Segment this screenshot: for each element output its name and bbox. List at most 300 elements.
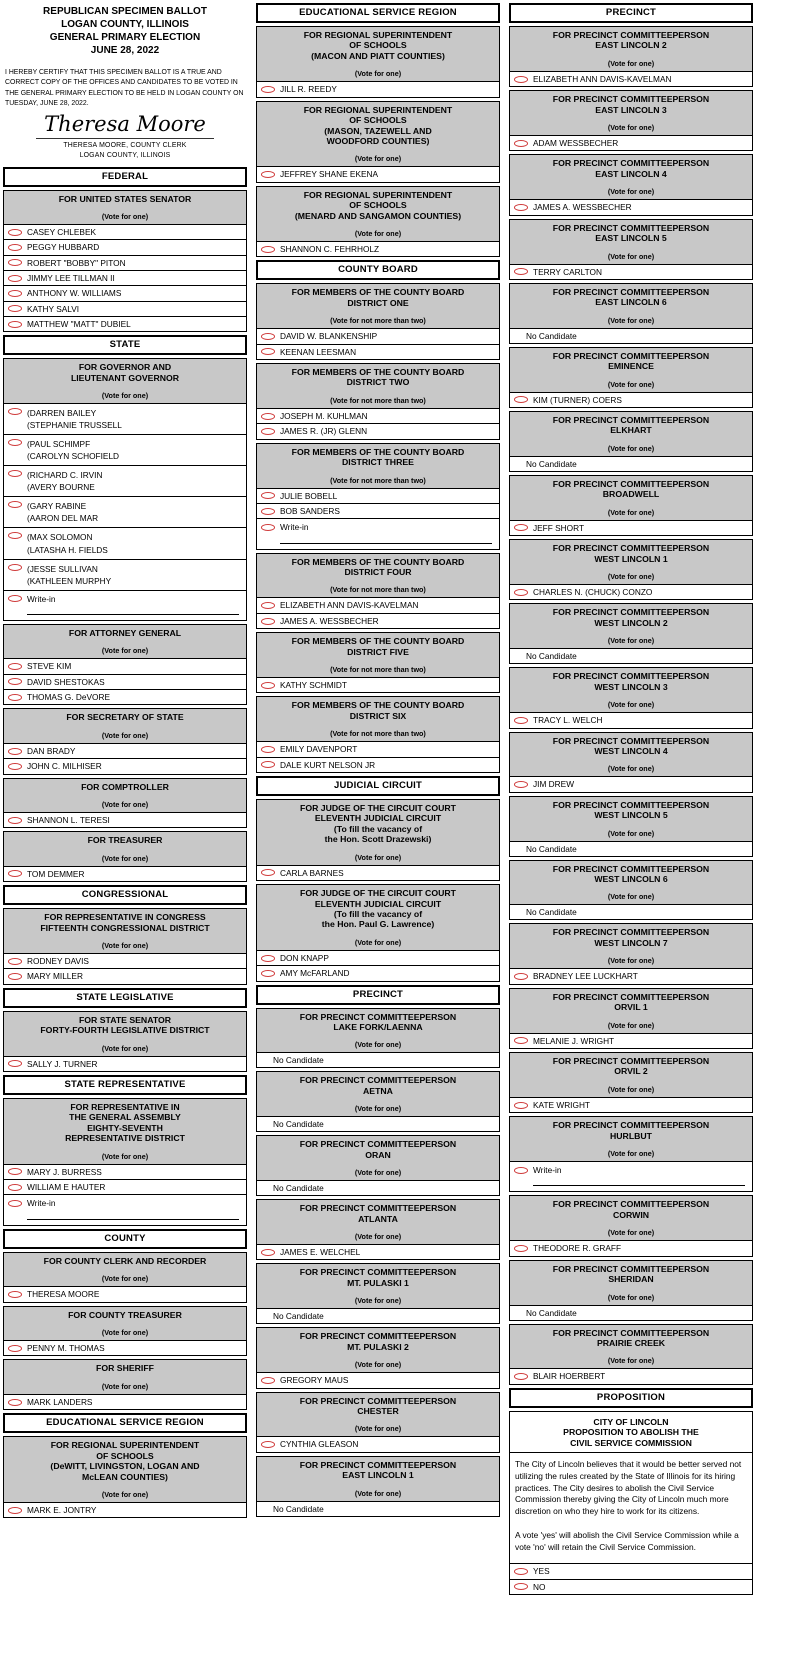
vote-instruction: (Vote for one) [354, 1488, 402, 1498]
contest-title-line: FOR PRECINCT COMMITTEEPERSON [552, 478, 710, 489]
vote-oval[interactable] [8, 1399, 22, 1406]
candidate-row [4, 1165, 246, 1180]
contest-header [510, 155, 752, 200]
contest-title-line: EAST LINCOLN 1 [342, 1470, 414, 1481]
options-list [4, 404, 246, 620]
vote-oval[interactable] [261, 682, 275, 689]
ballot-column-2 [256, 3, 500, 1520]
options-list [257, 409, 499, 439]
contest-title-line: FOR COUNTY CLERK AND RECORDER [43, 1255, 207, 1266]
vote-oval[interactable] [8, 275, 22, 282]
vote-instruction: (Vote for one) [607, 636, 655, 646]
candidate-row [4, 1503, 246, 1517]
contest-title-line: EAST LINCOLN 6 [595, 297, 667, 308]
options-list [257, 598, 499, 628]
candidate-row [257, 866, 499, 880]
contest-title-line: ELEVENTH JUDICIAL CIRCUIT [314, 813, 442, 824]
candidate-name: NO [533, 1581, 546, 1592]
section-header [3, 988, 247, 1008]
vote-oval[interactable] [8, 229, 22, 236]
vote-oval[interactable] [261, 618, 275, 625]
candidate-pair-row [4, 435, 246, 466]
write-in-line[interactable] [280, 543, 492, 544]
options-list [257, 82, 499, 96]
certification-text: I HEREBY CERTIFY THAT THIS SPECIMEN BALLOT IS A TRUE AND CORRECT COPY OF THE OFFICES AND CANDIDATES TO BE VOTED IN THE GENERAL PRIMARY ELECTION TO BE HELD IN LOGAN COUNTY ON TUESDAY, JUNE 28, 2022. [5, 69, 244, 108]
vote-instruction: (Vote for one) [101, 1489, 149, 1499]
candidate-name: THERESA MOORE [27, 1289, 100, 1300]
vote-oval[interactable] [514, 396, 528, 403]
contest [509, 1260, 753, 1321]
contest-header [510, 220, 752, 265]
vote-oval[interactable] [261, 413, 275, 420]
contest-title-line: DISTRICT FIVE [347, 646, 409, 657]
vote-oval[interactable] [8, 501, 22, 508]
candidate-name: PEGGY HUBBARD [27, 242, 100, 253]
candidate-row [510, 265, 752, 279]
vote-oval[interactable] [8, 817, 22, 824]
options-list [257, 678, 499, 692]
vote-oval[interactable] [261, 955, 275, 962]
no-candidate-label: No Candidate [273, 1183, 324, 1194]
contest-header [510, 797, 752, 842]
contest [3, 358, 247, 620]
vote-oval[interactable] [514, 524, 528, 531]
no-candidate-label: No Candidate [526, 907, 577, 918]
write-in-line[interactable] [27, 614, 239, 615]
contest-title-line: FOR PRECINCT COMMITTEEPERSON [299, 1331, 457, 1342]
vote-oval[interactable] [8, 1507, 22, 1514]
vote-oval[interactable] [8, 694, 22, 701]
contest [256, 186, 500, 258]
vote-oval[interactable] [8, 663, 22, 670]
vote-instruction: (Vote for one) [607, 123, 655, 133]
contest [509, 411, 753, 472]
vote-oval[interactable] [261, 492, 275, 499]
vote-oval[interactable] [261, 869, 275, 876]
section-title: JUDICIAL CIRCUIT [334, 780, 422, 792]
options-list [257, 1502, 499, 1516]
vote-oval[interactable] [514, 268, 528, 275]
contest-header [510, 284, 752, 329]
contest-title-line: FOR MEMBERS OF THE COUNTY BOARD [291, 700, 465, 711]
vote-instruction: (Vote for one) [607, 828, 655, 838]
candidate-row [4, 690, 246, 704]
contest [509, 732, 753, 793]
contest [509, 539, 753, 600]
contest-title-line: FORTY-FOURTH LEGISLATIVE DISTRICT [40, 1025, 210, 1036]
contest-title-line: SHERIDAN [608, 1274, 654, 1285]
vote-oval[interactable] [8, 870, 22, 877]
vote-oval[interactable] [8, 1291, 22, 1298]
contest-header [4, 1307, 246, 1341]
contest-title-line: DISTRICT THREE [342, 457, 414, 468]
contest-header [257, 1393, 499, 1438]
vote-instruction: (Vote for one) [101, 1328, 149, 1338]
candidate-row [510, 200, 752, 214]
no-candidate-row [257, 1053, 499, 1067]
candidate-name: KATHY SALVI [27, 303, 80, 314]
contest-title-line: ORAN [365, 1149, 391, 1160]
vote-instruction: (Vote for one) [101, 800, 149, 810]
contest-title-line: ELKHART [610, 425, 652, 436]
vote-instruction: (Vote for one) [101, 211, 149, 221]
contest-title-line: FOR PRECINCT COMMITTEEPERSON [299, 1459, 457, 1470]
contest-header [257, 885, 499, 951]
candidate-name: (AVERY BOURNE [27, 482, 95, 493]
candidate-name: MARK E. JONTRY [27, 1504, 97, 1515]
candidate-name: BRADNEY LEE LUCKHART [533, 971, 638, 982]
write-in-label: Write-in [27, 593, 56, 604]
candidate-name: JULIE BOBELL [280, 490, 338, 501]
vote-oval[interactable] [261, 86, 275, 93]
vote-instruction: (Vote for one) [607, 1356, 655, 1366]
write-in-option [8, 1198, 242, 1208]
section-title: FEDERAL [101, 170, 149, 182]
contest-title-line: FOR MEMBERS OF THE COUNTY BOARD [291, 367, 465, 378]
vote-oval[interactable] [8, 748, 22, 755]
contest-title-line: BROADWELL [602, 489, 660, 500]
vote-oval[interactable] [261, 1377, 275, 1384]
contest-title-line: FOR PRECINCT COMMITTEEPERSON [552, 799, 710, 810]
contest-title-line: FOR PRECINCT COMMITTEEPERSON [552, 1327, 710, 1338]
signature-underline [36, 113, 214, 138]
contest-header [510, 1325, 752, 1370]
contest-title-line: DISTRICT ONE [347, 297, 409, 308]
section-title: CONGRESSIONAL [81, 889, 169, 901]
candidate-name: ELIZABETH ANN DAVIS-KAVELMAN [533, 73, 672, 84]
contest-title-line: FOR PRECINCT COMMITTEEPERSON [299, 1075, 457, 1086]
contest-title-line: FOR PRECINCT COMMITTEEPERSON [552, 927, 710, 938]
vote-instruction: (Vote for one) [101, 1274, 149, 1284]
options-list [510, 72, 752, 86]
contest-header [257, 1457, 499, 1502]
vote-instruction: (Vote for one) [607, 956, 655, 966]
write-in-row [510, 1162, 752, 1191]
contest-title-line: the Hon. Scott Drazewski) [324, 834, 432, 845]
candidate-name: (STEPHANIE TRUSSELL [27, 420, 122, 431]
vote-oval[interactable] [514, 1167, 528, 1174]
contest-header [4, 779, 246, 813]
contest-title-line: WEST LINCOLN 3 [594, 681, 668, 692]
contest-header [257, 444, 499, 489]
contest [3, 908, 247, 985]
contest-title-line: WEST LINCOLN 5 [594, 810, 668, 821]
candidate-row [257, 742, 499, 757]
candidate-name: (GARY RABINE [27, 501, 87, 512]
vote-oval[interactable] [261, 1441, 275, 1448]
candidate-name: KATHY SCHMIDT [280, 680, 347, 691]
candidate-row [4, 759, 246, 773]
vote-oval[interactable] [8, 1200, 22, 1207]
vote-oval[interactable] [8, 259, 22, 266]
candidate-row [510, 1034, 752, 1048]
contest-title-line: FOR REPRESENTATIVE IN CONGRESS [44, 912, 206, 923]
options-list [257, 1245, 499, 1259]
contest-header [510, 1261, 752, 1306]
write-in-line[interactable] [27, 1219, 239, 1220]
candidate-row [257, 614, 499, 628]
contest-title-line: OF SCHOOLS [96, 1450, 154, 1461]
vote-oval[interactable] [8, 564, 22, 571]
candidate-name: KEENAN LEESMAN [280, 346, 357, 357]
candidate-name: CHARLES N. (CHUCK) CONZO [533, 587, 653, 598]
write-in-option [514, 1165, 748, 1175]
vote-oval[interactable] [514, 1245, 528, 1252]
contest [3, 1098, 247, 1226]
vote-instruction: (Vote for one) [354, 1040, 402, 1050]
options-list [257, 242, 499, 256]
contest [509, 1324, 753, 1385]
vote-oval[interactable] [8, 290, 22, 297]
no-candidate-label: No Candidate [273, 1119, 324, 1130]
contest [256, 283, 500, 360]
options-list [510, 200, 752, 214]
contest [256, 884, 500, 981]
candidate-name: JIM DREW [533, 779, 575, 790]
contest-title-line: LAKE FORK/LAENNA [333, 1022, 423, 1033]
options-list [510, 1306, 752, 1320]
no-candidate-label: No Candidate [526, 458, 577, 469]
vote-oval[interactable] [514, 589, 528, 596]
vote-oval[interactable] [514, 1583, 528, 1590]
vote-oval[interactable] [261, 508, 275, 515]
contest-title-line: FOR GOVERNOR AND [78, 362, 172, 373]
vote-oval[interactable] [8, 595, 22, 602]
vote-oval[interactable] [8, 470, 22, 477]
contest-title-line: FOR REPRESENTATIVE IN [70, 1102, 180, 1112]
vote-oval[interactable] [8, 1168, 22, 1175]
section-header [256, 3, 500, 23]
contest-title-line: FOR PRECINCT COMMITTEEPERSON [552, 863, 710, 874]
vote-oval[interactable] [261, 1249, 275, 1256]
write-in-line[interactable] [533, 1185, 745, 1186]
clerk-signature: Theresa Moore [44, 112, 206, 137]
contest [509, 347, 753, 408]
vote-oval[interactable] [261, 761, 275, 768]
candidate-row [257, 1245, 499, 1259]
candidate-row [257, 345, 499, 359]
section-header [509, 3, 753, 23]
candidate-row [4, 225, 246, 240]
section-title: EDUCATIONAL SERVICE REGION [299, 7, 457, 18]
options-list [510, 585, 752, 599]
candidate-row [4, 659, 246, 674]
candidate-row [4, 969, 246, 983]
contest-title-line: FOR PRECINCT COMMITTEEPERSON [552, 543, 710, 554]
vote-oval[interactable] [514, 973, 528, 980]
candidate-row [257, 167, 499, 181]
vote-instruction: (Vote for not more than two) [330, 475, 426, 485]
vote-oval[interactable] [514, 781, 528, 788]
contest-header [510, 540, 752, 585]
contest-title-line: EMINENCE [608, 361, 654, 372]
vote-oval[interactable] [8, 408, 22, 415]
contest-title-line: FOR MEMBERS OF THE COUNTY BOARD [291, 446, 465, 457]
vote-instruction: (Vote for one) [354, 1296, 402, 1306]
vote-oval[interactable] [514, 76, 528, 83]
contest-header [257, 554, 499, 599]
section-title: COUNTY [104, 1232, 146, 1244]
section-header [256, 985, 500, 1005]
contest [3, 1252, 247, 1303]
write-in-label: Write-in [280, 522, 309, 533]
vote-oval[interactable] [8, 1060, 22, 1067]
contest-title-line: FOR PRECINCT COMMITTEEPERSON [552, 1120, 710, 1131]
candidate-name: JAMES A. WESSBECHER [533, 202, 632, 213]
contest-header [510, 733, 752, 778]
no-candidate-label: No Candidate [526, 330, 577, 341]
vote-oval[interactable] [514, 140, 528, 147]
candidate-pair-names [27, 563, 111, 587]
contest [3, 1011, 247, 1072]
contest-header [510, 604, 752, 649]
contest-header [257, 800, 499, 866]
section-header [3, 167, 247, 187]
vote-oval[interactable] [514, 717, 528, 724]
vote-oval[interactable] [261, 970, 275, 977]
vote-oval[interactable] [261, 246, 275, 253]
options-list [257, 1373, 499, 1387]
contest-header [257, 1200, 499, 1245]
candidate-name: DALE KURT NELSON JR [280, 759, 376, 770]
contest-title-line: FOR PRECINCT COMMITTEEPERSON [299, 1011, 457, 1022]
contest [3, 1436, 247, 1518]
section-title: STATE [109, 339, 141, 351]
vote-oval[interactable] [261, 171, 275, 178]
contest-title-line: (MASON, TAZEWELL AND [324, 125, 432, 136]
options-list [510, 649, 752, 663]
candidate-row [510, 969, 752, 983]
contest [3, 1359, 247, 1410]
no-candidate-row [510, 1306, 752, 1320]
vote-oval[interactable] [8, 763, 22, 770]
options-list [510, 1241, 752, 1255]
contest-title-line: MT. PULASKI 2 [347, 1341, 409, 1352]
candidate-name: JOSEPH M. KUHLMAN [280, 410, 368, 421]
contest-title-line: FOR PRECINCT COMMITTEEPERSON [552, 30, 710, 40]
options-list [4, 867, 246, 881]
contest-title-line: WEST LINCOLN 4 [594, 745, 668, 756]
options-list [257, 1437, 499, 1451]
vote-oval[interactable] [514, 1568, 528, 1575]
no-candidate-label: No Candidate [273, 1311, 324, 1322]
contest-title-line: FOR PRECINCT COMMITTEEPERSON [552, 415, 710, 426]
proposition-header [510, 1412, 752, 1453]
candidate-name: MARY MILLER [27, 971, 83, 982]
options-list [257, 167, 499, 181]
contest-title-line: ORVIL 1 [614, 1002, 648, 1013]
vote-oval[interactable] [261, 602, 275, 609]
candidate-name: (RICHARD C. IRVIN [27, 470, 103, 481]
no-candidate-label: No Candidate [273, 1503, 324, 1514]
contest [256, 443, 500, 550]
no-candidate-row [510, 842, 752, 856]
vote-oval[interactable] [8, 321, 22, 328]
contest-title-line: FOR SECRETARY OF STATE [66, 712, 184, 723]
vote-oval[interactable] [514, 1037, 528, 1044]
options-list [510, 1098, 752, 1112]
vote-oval[interactable] [261, 524, 275, 531]
no-candidate-row [257, 1117, 499, 1131]
contest-header [510, 91, 752, 136]
candidate-row [510, 393, 752, 407]
contest-header [257, 1009, 499, 1054]
vote-oval[interactable] [514, 1102, 528, 1109]
contest-title-line: EAST LINCOLN 2 [595, 40, 667, 51]
candidate-name: STEVE KIM [27, 661, 72, 672]
options-list [510, 265, 752, 279]
vote-oval[interactable] [8, 958, 22, 965]
vote-instruction: (Vote for not more than two) [330, 585, 426, 595]
candidate-row [4, 271, 246, 286]
no-candidate-row [510, 649, 752, 663]
candidate-row [257, 424, 499, 438]
vote-oval[interactable] [261, 746, 275, 753]
vote-oval[interactable] [261, 348, 275, 355]
vote-oval[interactable] [8, 973, 22, 980]
contest-title-line: FOR PRECINCT COMMITTEEPERSON [552, 286, 710, 297]
candidate-row [4, 867, 246, 881]
options-list [257, 1117, 499, 1131]
section-header [509, 1388, 753, 1408]
candidate-name: JEFFREY SHANE EKENA [280, 169, 379, 180]
contest [256, 1071, 500, 1132]
vote-oval[interactable] [8, 244, 22, 251]
options-list [510, 393, 752, 407]
contest [3, 1306, 247, 1357]
vote-instruction: (Vote for one) [354, 1104, 402, 1114]
vote-oval[interactable] [8, 678, 22, 685]
contest-header [4, 909, 246, 954]
vote-instruction: (Vote for one) [607, 58, 655, 68]
candidate-row [257, 242, 499, 256]
vote-oval[interactable] [8, 532, 22, 539]
vote-oval[interactable] [8, 305, 22, 312]
contest-title-line: FOR MEMBERS OF THE COUNTY BOARD [291, 636, 465, 647]
vote-oval[interactable] [8, 1345, 22, 1352]
candidate-row [510, 1580, 752, 1594]
contest-title-line: (MACON AND PIATT COUNTIES) [311, 50, 445, 61]
options-list [4, 1341, 246, 1355]
contest-title-line: FOR REGIONAL SUPERINTENDENT [50, 1440, 200, 1451]
vote-oval[interactable] [261, 333, 275, 340]
options-list [510, 1369, 752, 1383]
section-title: PROPOSITION [596, 1391, 666, 1403]
contest-title-line: FOR COMPTROLLER [81, 781, 169, 792]
vote-oval[interactable] [514, 1373, 528, 1380]
vote-oval[interactable] [261, 428, 275, 435]
contest-header [257, 1136, 499, 1181]
contest-header [4, 1360, 246, 1394]
contest [256, 26, 500, 98]
vote-instruction: (Vote for not more than two) [330, 316, 426, 326]
vote-oval[interactable] [514, 204, 528, 211]
contest-header [510, 668, 752, 713]
contest [256, 1392, 500, 1453]
vote-oval[interactable] [8, 1184, 22, 1191]
candidate-pair-row [4, 466, 246, 497]
candidate-name: TRACY L. WELCH [533, 715, 603, 726]
vote-oval[interactable] [8, 439, 22, 446]
contest-header [257, 102, 499, 168]
candidate-row [257, 489, 499, 504]
candidate-name: YES [533, 1566, 550, 1577]
contest-title-line: CHESTER [357, 1406, 399, 1416]
candidate-row [510, 1241, 752, 1255]
candidate-name: SHANNON C. FEHRHOLZ [280, 244, 380, 255]
contest-header [257, 1264, 499, 1309]
candidate-name: TERRY CARLTON [533, 266, 603, 277]
